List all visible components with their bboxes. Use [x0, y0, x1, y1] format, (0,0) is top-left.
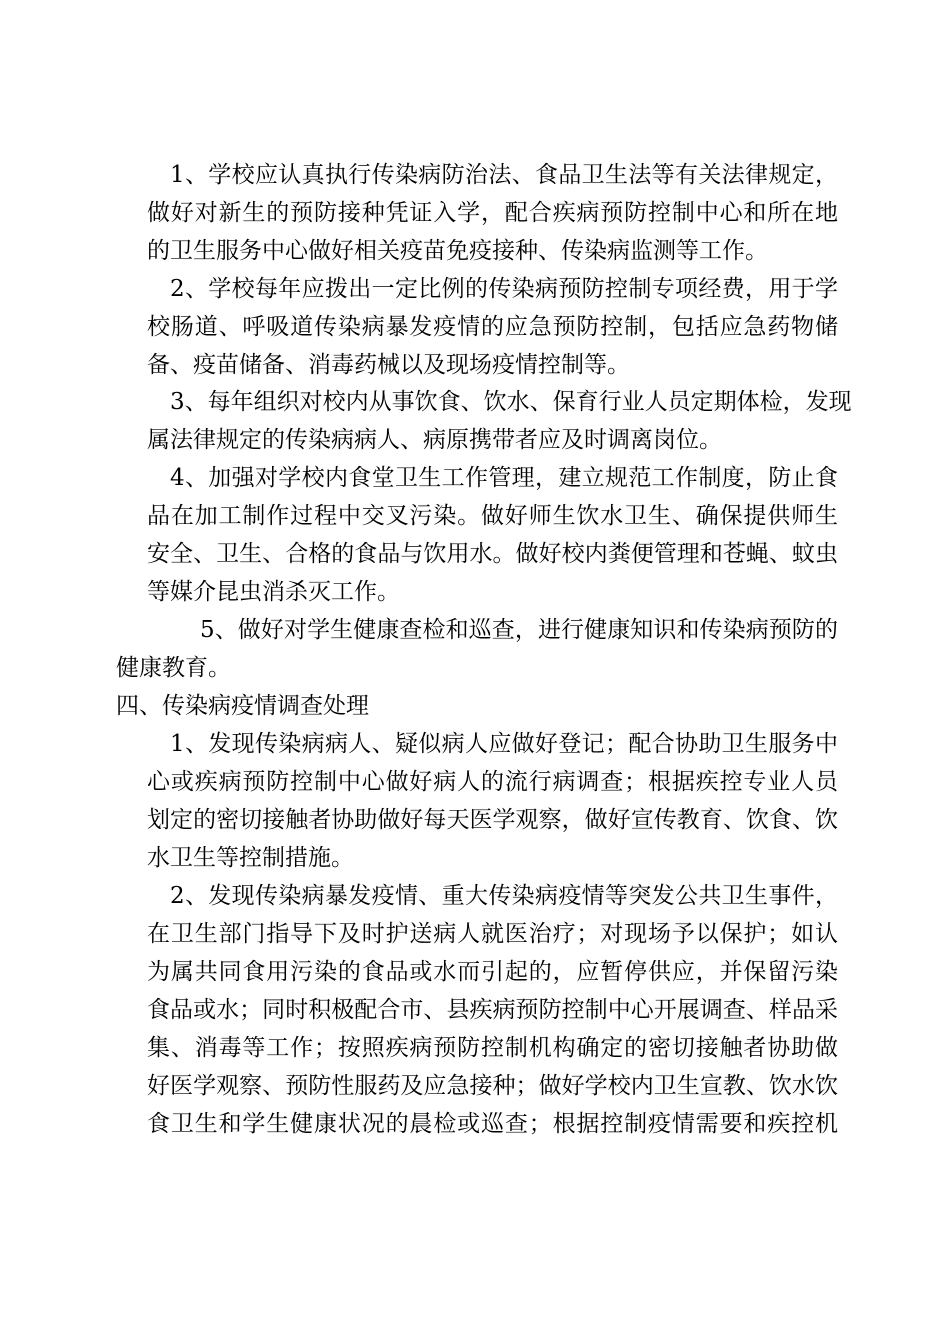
paragraph-line: 3、每年组织对校内从事饮食、饮水、保育行业人员定期体检，发现: [170, 389, 852, 415]
paragraph-line: 校肠道、呼吸道传染病暴发疫情的应急预防控制，包括应急药物储: [147, 314, 838, 340]
paragraph-line: 2、学校每年应拨出一定比例的传染病预防控制专项经费，用于学: [170, 276, 838, 302]
paragraph-line: 属法律规定的传染病病人、病原携带者应及时调离岗位。: [147, 427, 722, 453]
paragraph-line: 安全、卫生、合格的食品与饮用水。做好校内粪便管理和苍蝇、蚊虫: [147, 541, 838, 567]
paragraph-line: 食卫生和学生健康状况的晨检或巡查；根据控制疫情需要和疾控机: [147, 1111, 838, 1137]
section-heading: 四、传染病疫情调查处理: [116, 693, 369, 719]
paragraph-line: 1、学校应认真执行传染病防治法、食品卫生法等有关法律规定，: [170, 162, 838, 188]
paragraph-line: 备、疫苗储备、消毒药械以及现场疫情控制等。: [147, 352, 630, 378]
paragraph-line: 做好对新生的预防接种凭证入学，配合疾病预防控制中心和所在地: [147, 200, 838, 226]
paragraph-line: 水卫生等控制措施。: [147, 845, 354, 871]
paragraph-line: 为属共同食用污染的食品或水而引起的，应暂停供应，并保留污染: [147, 959, 838, 985]
paragraph-line: 等媒介昆虫消杀灭工作。: [147, 579, 400, 605]
paragraph-line: 的卫生服务中心做好相关疫苗免疫接种、传染病监测等工作。: [147, 238, 768, 264]
paragraph-line: 品在加工制作过程中交叉污染。做好师生饮水卫生、确保提供师生: [147, 503, 838, 529]
paragraph-line: 食品或水；同时积极配合市、县疾病预防控制中心开展调查、样品采: [147, 997, 838, 1023]
paragraph-line: 1、发现传染病病人、疑似病人应做好登记；配合协助卫生服务中: [170, 731, 838, 757]
paragraph-line: 4、加强对学校内食堂卫生工作管理，建立规范工作制度，防止食: [170, 465, 838, 491]
paragraph-line: 集、消毒等工作；按照疾病预防控制机构确定的密切接触者协助做: [147, 1035, 838, 1061]
paragraph-line: 划定的密切接触者协助做好每天医学观察，做好宣传教育、饮食、饮: [147, 807, 838, 833]
paragraph-line: 好医学观察、预防性服药及应急接种；做好学校内卫生宣教、饮水饮: [147, 1073, 838, 1099]
paragraph-line: 心或疾病预防控制中心做好病人的流行病调查；根据疾控专业人员: [147, 769, 838, 795]
paragraph-line: 5、做好对学生健康查检和巡查，进行健康知识和传染病预防的: [200, 617, 838, 643]
paragraph-line: 健康教育。: [116, 655, 231, 681]
paragraph-line: 在卫生部门指导下及时护送病人就医治疗；对现场予以保护；如认: [147, 921, 838, 947]
paragraph-line: 2、发现传染病暴发疫情、重大传染病疫情等突发公共卫生事件，: [170, 883, 838, 909]
